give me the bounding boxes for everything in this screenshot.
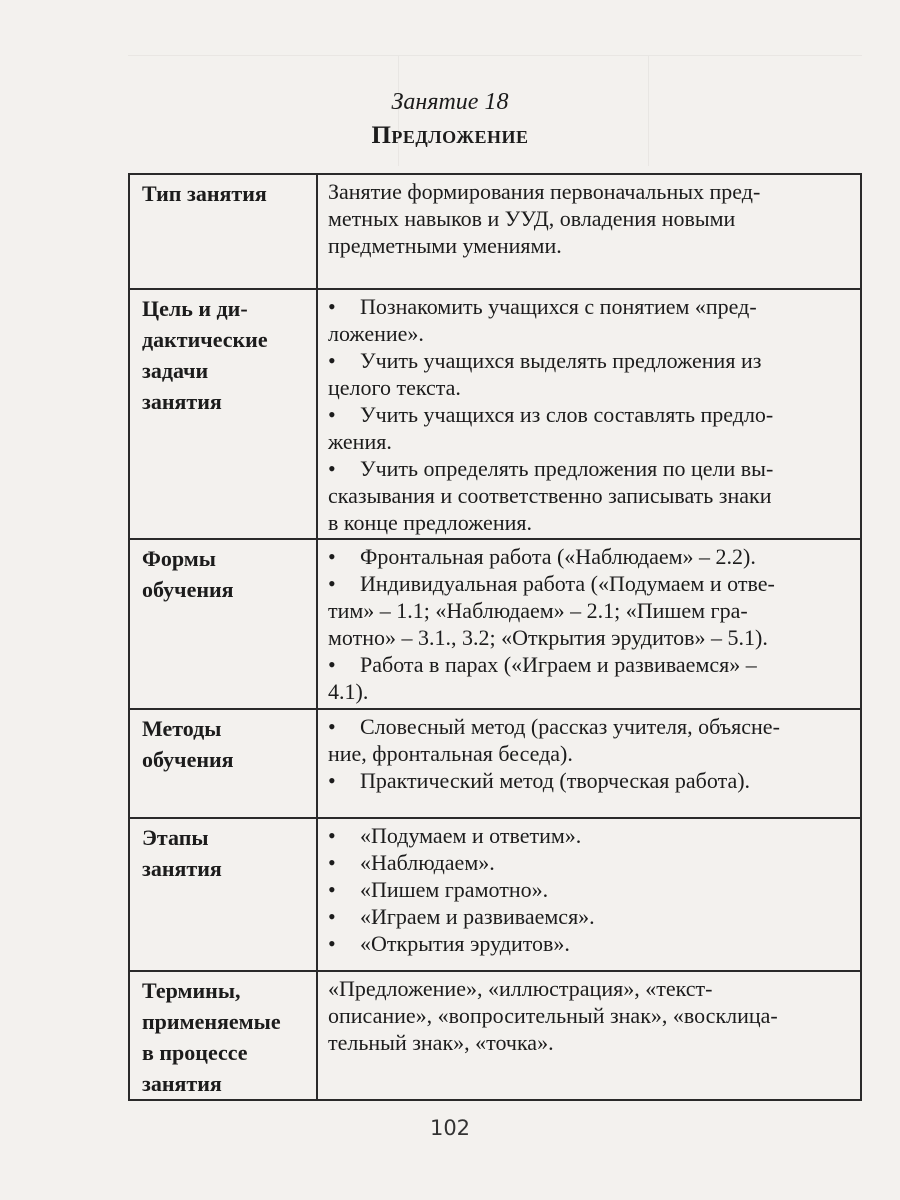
list-item	[328, 455, 852, 536]
list-item-text: Фронтальная работа («Наблюдаем» – 2.2).	[360, 544, 756, 569]
content-line: Занятие формирования первоначальных пред-	[328, 179, 761, 204]
list-item	[328, 651, 852, 705]
list-item-line	[328, 597, 852, 624]
list-item	[328, 849, 852, 876]
list-item-line	[328, 930, 852, 957]
label-line: Цель и ди-	[142, 296, 248, 321]
bullet-icon: •	[328, 294, 336, 319]
lesson-title: Предложение	[371, 122, 529, 149]
list-item-text: целого текста.	[328, 375, 461, 400]
list-item-text: в конце предложения.	[328, 510, 532, 535]
row-label	[129, 174, 317, 289]
list-item-line	[328, 428, 852, 455]
list-item-text: «Пишем грамотно».	[360, 877, 549, 902]
row-content	[317, 289, 861, 539]
table-row	[129, 289, 861, 539]
list-item-text: «Играем и развиваемся».	[360, 904, 595, 929]
list-item-line	[328, 401, 852, 428]
list-item-line	[328, 713, 852, 740]
list-item-text: Практический метод (творческая работа).	[360, 768, 751, 793]
row-label	[129, 289, 317, 539]
list-item-line	[328, 482, 852, 509]
bullet-icon: •	[328, 931, 336, 956]
list-item-line	[328, 740, 852, 767]
list-item-text: Учить учащихся выделять предложения из	[360, 348, 762, 373]
list-item-text: Учить учащихся из слов составлять предло-	[360, 402, 774, 427]
list-item	[328, 876, 852, 903]
list-item-text: Учить определять предложения по цели вы-	[360, 456, 774, 481]
list-item-line	[328, 849, 852, 876]
list-item	[328, 713, 852, 767]
row-label	[129, 709, 317, 818]
table-row	[129, 174, 861, 289]
content-line: предметными умениями.	[328, 233, 562, 258]
bullet-icon: •	[328, 571, 336, 596]
list-item-line	[328, 651, 852, 678]
list-item-text: ние, фронтальная беседа).	[328, 741, 573, 766]
page-number: 102	[429, 1116, 471, 1140]
list-item-text: Индивидуальная работа («Подумаем и отве-	[360, 571, 775, 596]
label-line: дактические	[142, 327, 268, 352]
row-content	[317, 971, 861, 1100]
list-item-text: ложение».	[328, 321, 424, 346]
bullet-icon: •	[328, 402, 336, 427]
list-item-text: «Наблюдаем».	[360, 850, 495, 875]
list-item-line	[328, 822, 852, 849]
label-line: в процессе	[142, 1040, 248, 1065]
bullet-icon: •	[328, 768, 336, 793]
list-item-text: Познакомить учащихся с понятием «пред-	[360, 294, 757, 319]
label-line: Тип занятия	[142, 181, 267, 206]
list-item-text: «Подумаем и ответим».	[360, 823, 582, 848]
list-item	[328, 401, 852, 455]
list-item-line	[328, 624, 852, 651]
list-item-text: жения.	[328, 429, 392, 454]
bullet-icon: •	[328, 904, 336, 929]
list-item	[328, 570, 852, 651]
list-item-line	[328, 509, 852, 536]
label-line: задачи	[142, 358, 209, 383]
bullet-icon: •	[328, 348, 336, 373]
list-item-line	[328, 678, 852, 705]
bullet-icon: •	[328, 850, 336, 875]
list-item	[328, 293, 852, 347]
content-line: описание», «вопросительный знак», «восклица-	[328, 1003, 778, 1028]
list-item-line	[328, 903, 852, 930]
bullet-icon: •	[328, 652, 336, 677]
content-line: тельный знак», «точка».	[328, 1030, 554, 1055]
row-label	[129, 539, 317, 709]
label-line: применяемые	[142, 1009, 281, 1034]
label-line: занятия	[142, 1071, 222, 1096]
content-line: «Предложение», «иллюстрация», «текст-	[328, 976, 713, 1001]
list-item-text: Словесный метод (рассказ учителя, объясне-	[360, 714, 780, 739]
row-content	[317, 818, 861, 971]
bullet-icon: •	[328, 877, 336, 902]
row-content	[317, 539, 861, 709]
list-item	[328, 903, 852, 930]
bullet-icon: •	[328, 823, 336, 848]
content-line: метных навыков и УУД, овладения новыми	[328, 206, 736, 231]
row-label	[129, 818, 317, 971]
list-item-line	[328, 876, 852, 903]
bullet-icon: •	[328, 456, 336, 481]
label-line: обучения	[142, 577, 234, 602]
table-row	[129, 818, 861, 971]
label-line: обучения	[142, 747, 234, 772]
list-item-text: мотно» – 3.1., 3.2; «Открытия эрудитов» – 5.1).	[328, 625, 768, 650]
label-line: занятия	[142, 856, 222, 881]
list-item-line	[328, 767, 852, 794]
list-item-line	[328, 320, 852, 347]
list-item-line	[328, 455, 852, 482]
list-item-line	[328, 570, 852, 597]
list-item-text: «Открытия эрудитов».	[360, 931, 570, 956]
label-line: Термины,	[142, 978, 241, 1003]
row-content	[317, 709, 861, 818]
row-content	[317, 174, 861, 289]
table-row	[129, 709, 861, 818]
list-item	[328, 822, 852, 849]
list-item-line	[328, 543, 852, 570]
row-label	[129, 971, 317, 1100]
list-item-text: сказывания и соответственно записывать знаки	[328, 483, 772, 508]
list-item-text: Работа в парах («Играем и развиваемся» –	[360, 652, 757, 677]
bullet-icon: •	[328, 544, 336, 569]
label-line: Формы	[142, 546, 216, 571]
list-item	[328, 930, 852, 957]
table-row	[129, 971, 861, 1100]
list-item-line	[328, 347, 852, 374]
label-line: занятия	[142, 389, 222, 414]
label-line: Методы	[142, 716, 222, 741]
label-line: Этапы	[142, 825, 209, 850]
list-item	[328, 543, 852, 570]
list-item-text: 4.1).	[328, 679, 369, 704]
list-item-line	[328, 374, 852, 401]
lesson-number: Занятие 18	[391, 89, 509, 115]
list-item	[328, 767, 852, 794]
table-row	[129, 539, 861, 709]
list-item-line	[328, 293, 852, 320]
lesson-plan-table	[128, 173, 862, 1101]
bullet-icon: •	[328, 714, 336, 739]
list-item-text: тим» – 1.1; «Наблюдаем» – 2.1; «Пишем гра-	[328, 598, 748, 623]
list-item	[328, 347, 852, 401]
